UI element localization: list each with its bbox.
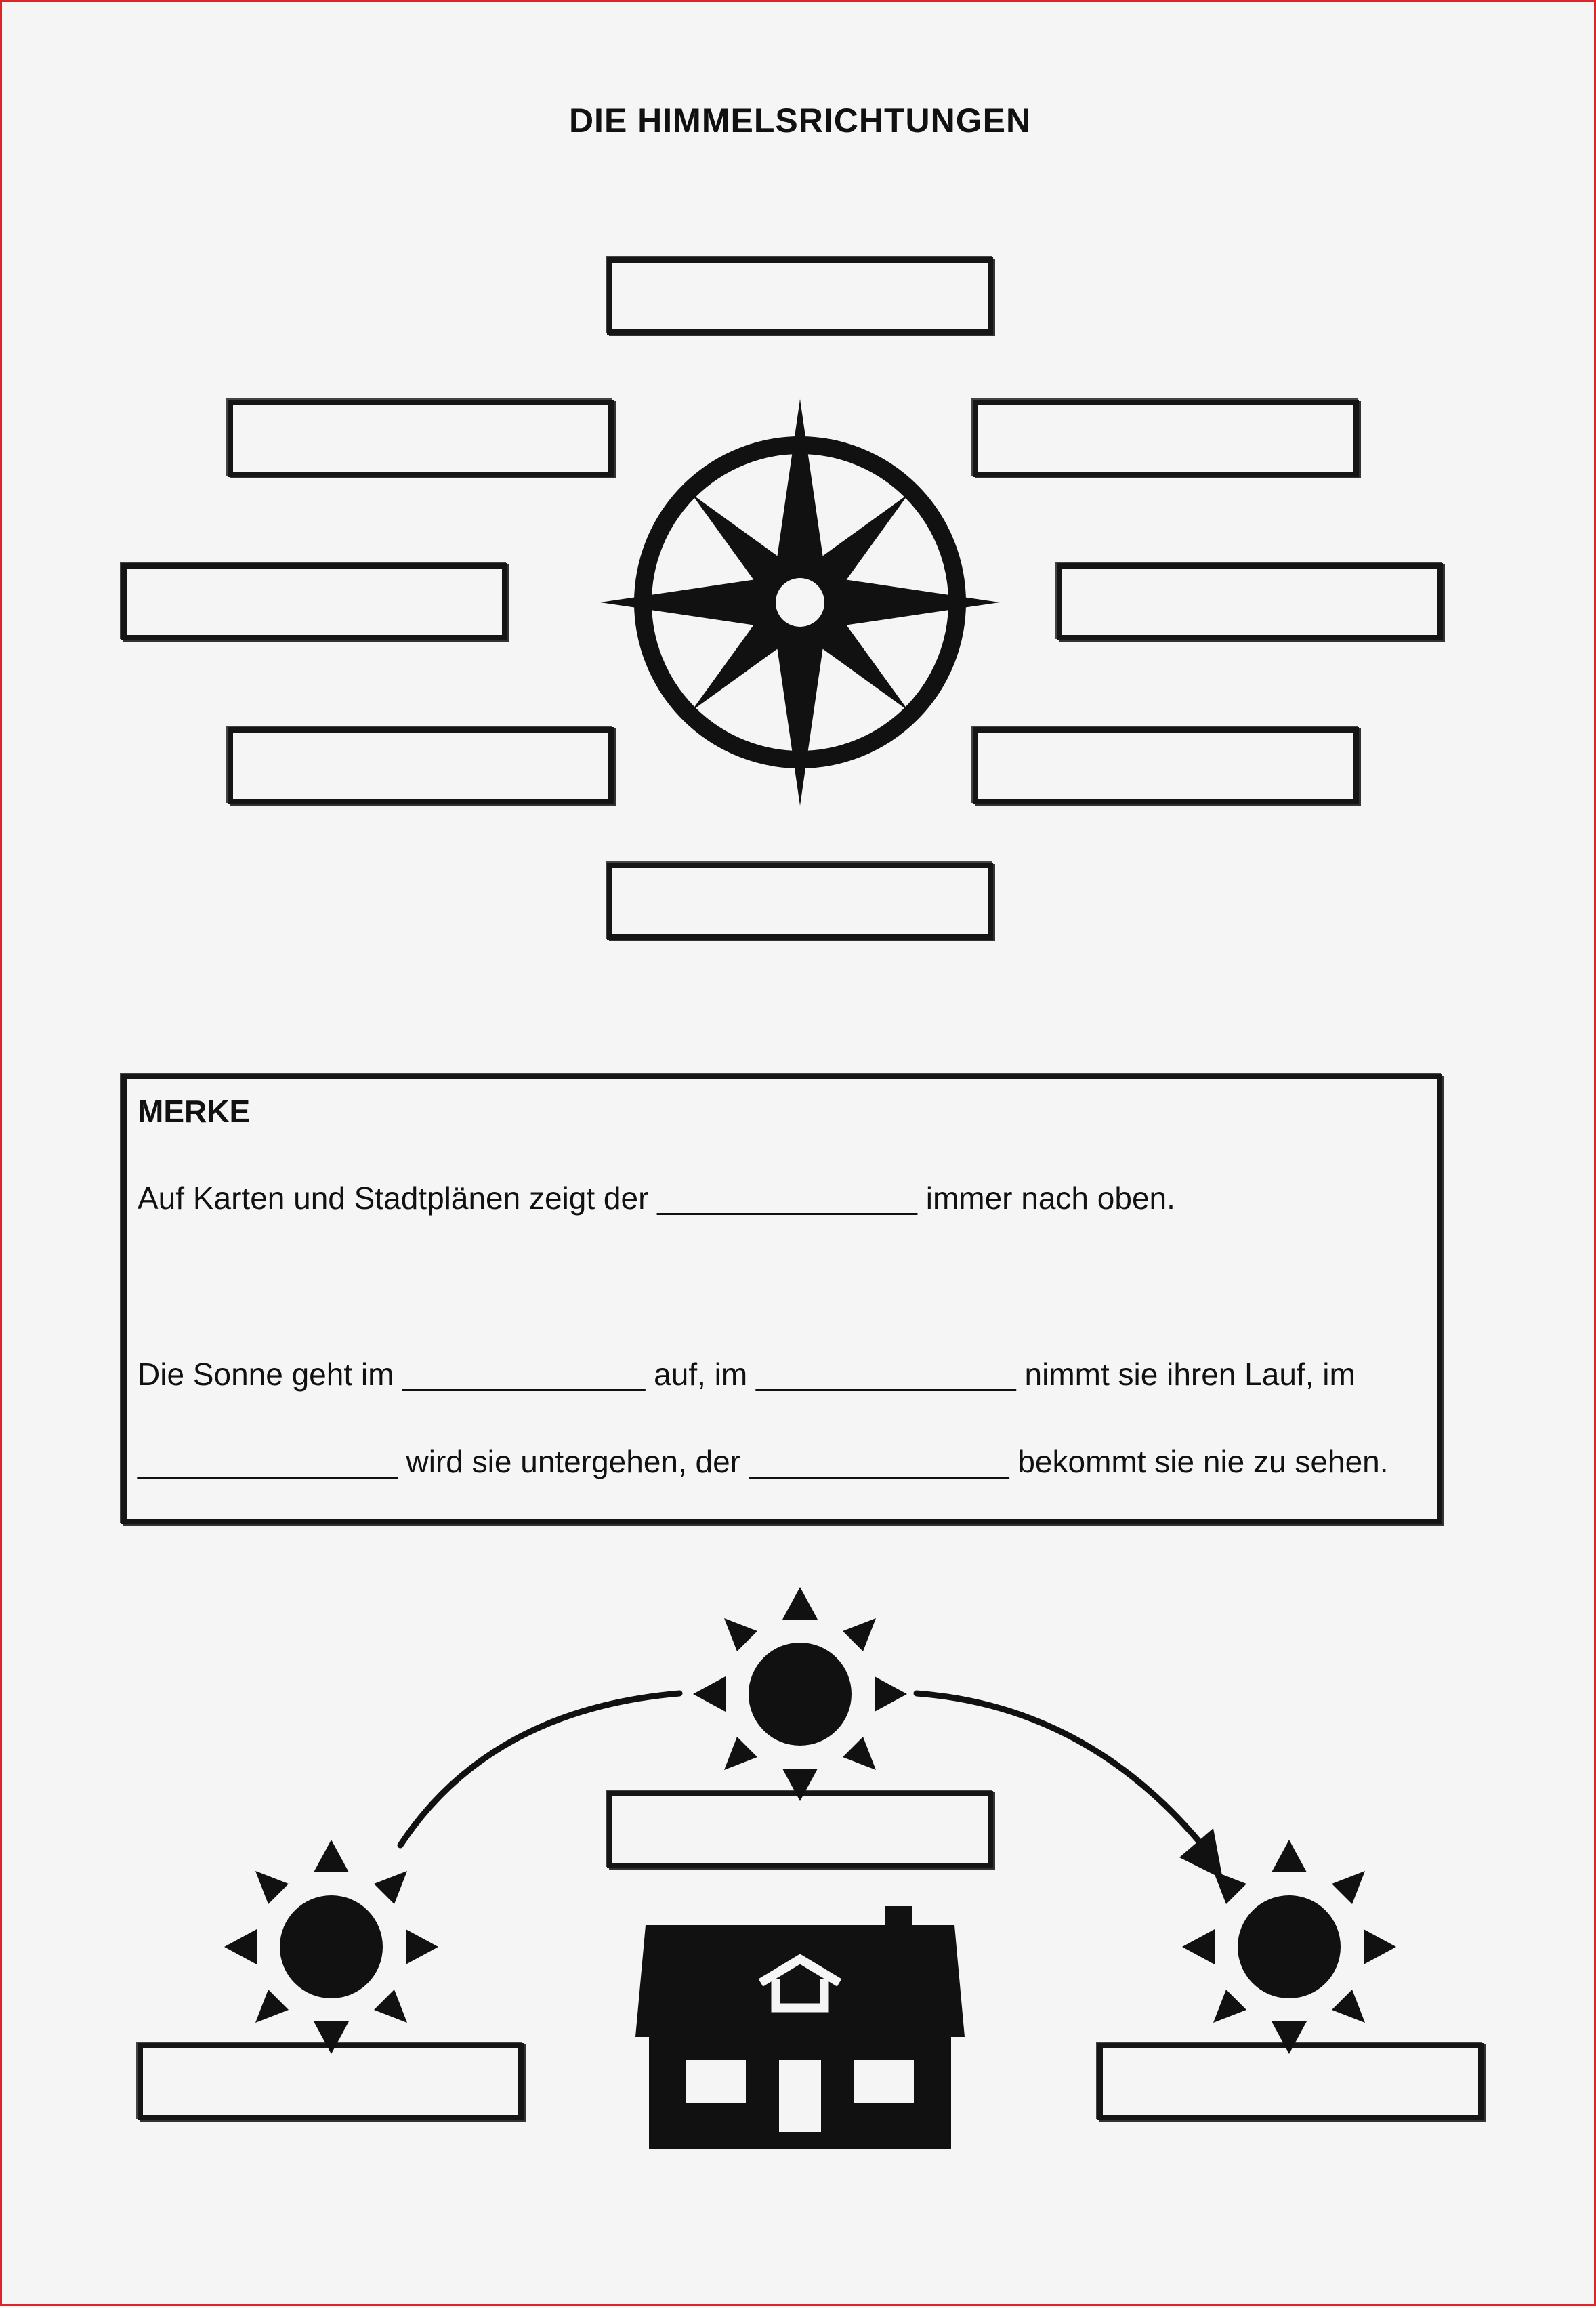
merke-sentence-2: Die Sonne geht im ______________ auf, im _______________ nimmt sie ihren Lauf, im	[138, 1357, 1356, 1392]
sun-icon	[1182, 1840, 1396, 2054]
merke-heading: MERKE	[138, 1094, 251, 1129]
merke-sentence-1: Auf Karten und Stadtplänen zeigt der _______________ immer nach oben.	[138, 1180, 1175, 1216]
sun-icon	[693, 1587, 907, 1801]
merke-sentence-3: _______________ wird sie untergehen, der _______________ bekommt sie nie zu sehen.	[138, 1444, 1389, 1479]
sun-icon	[224, 1840, 438, 2054]
house-icon	[635, 1906, 965, 2149]
illustrations	[2, 2, 1596, 2308]
page-title: DIE HIMMELSRICHTUNGEN	[568, 102, 1032, 140]
compass-rose-icon	[600, 399, 1000, 806]
